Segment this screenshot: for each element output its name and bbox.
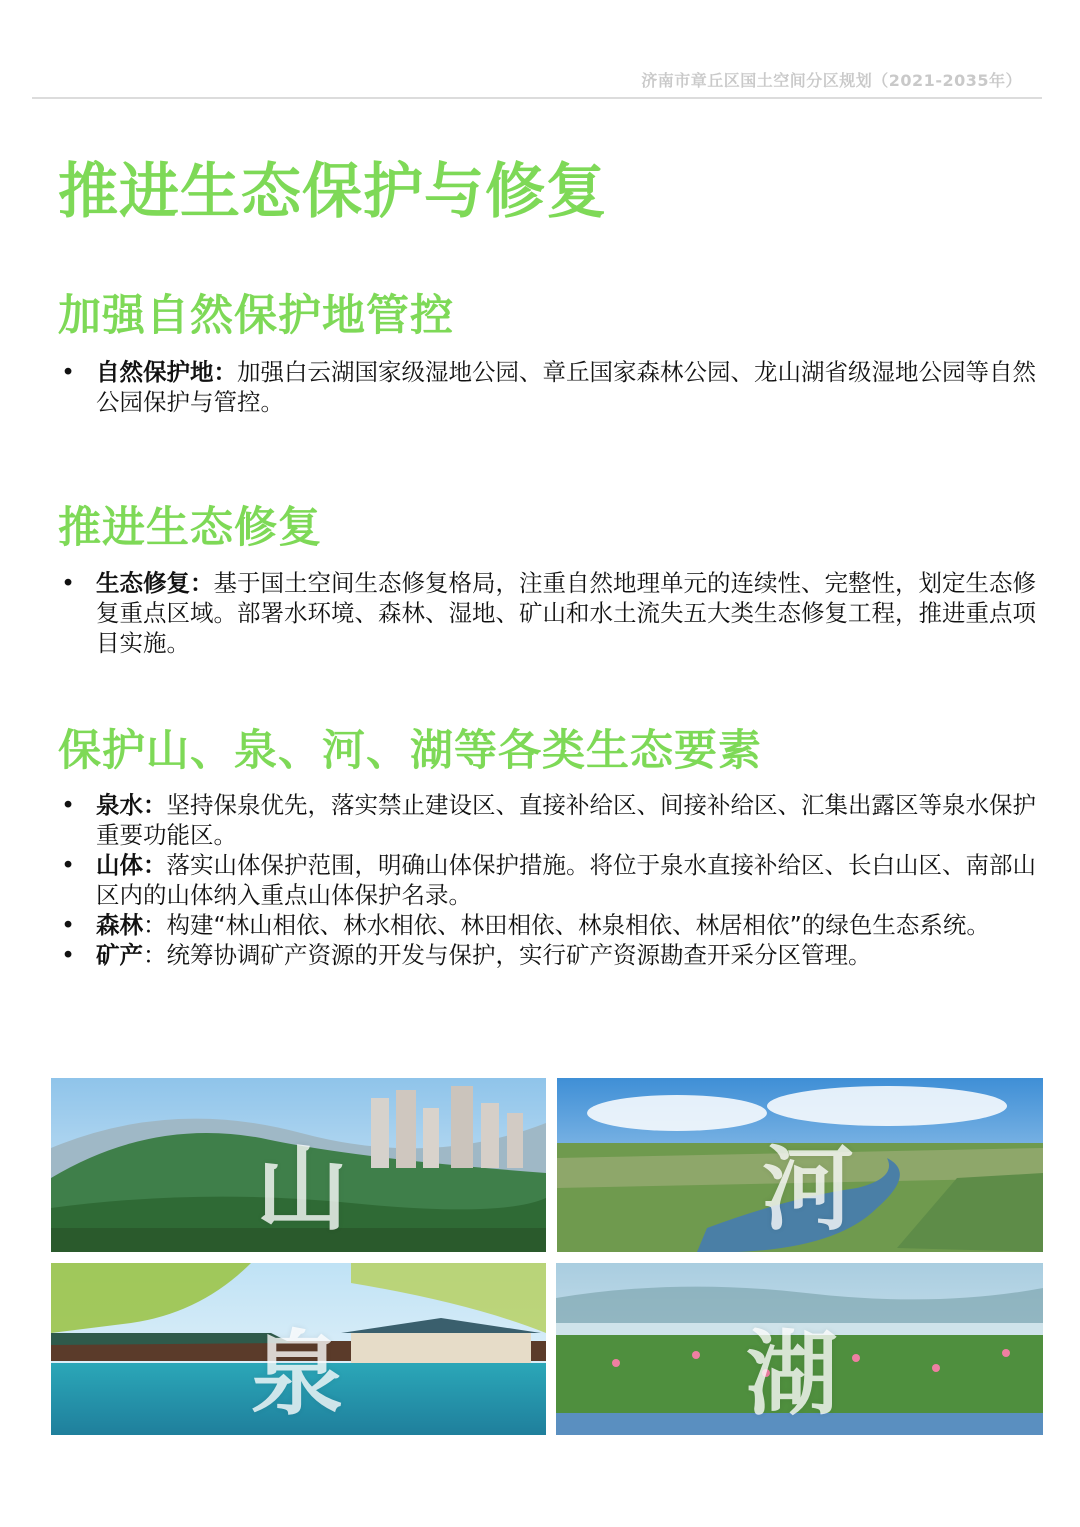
list-item <box>58 790 1038 850</box>
bullet-term: 山体： <box>96 851 167 879</box>
photo-lake <box>556 1263 1043 1435</box>
bullet-term: 森林 <box>96 911 143 939</box>
bullet-dot-icon: • <box>61 911 75 939</box>
bullet-text: ：统筹协调矿产资源的开发与保护，实行矿产资源勘查开采分区管理。 <box>143 941 872 969</box>
photo-label-spring: 泉 <box>251 1321 344 1428</box>
bullet-dot-icon: • <box>61 851 75 879</box>
bullet-dot-icon: • <box>61 941 75 969</box>
bullet-dot-icon: • <box>61 791 75 819</box>
bullet-term: 自然保护地： <box>96 358 237 386</box>
bullet-text: 落实山体保护范围，明确山体保护措施。将位于泉水直接补给区、长白山区、南部山区内的山体纳入重点山体保护名录。 <box>96 851 1036 909</box>
header-divider <box>32 97 1042 99</box>
list-item <box>58 940 1038 970</box>
bullet-text: 坚持保泉优先，落实禁止建设区、直接补给区、间接补给区、汇集出露区等泉水保护重要功能区。 <box>96 791 1036 849</box>
bullet-text: 基于国土空间生态修复格局，注重自然地理单元的连续性、完整性，划定生态修复重点区域。部署水环境、森林、湿地、矿山和水土流失五大类生态修复工程，推进重点项目实施。 <box>96 569 1036 657</box>
photo-label-river: 河 <box>762 1136 855 1243</box>
photo-mountain <box>51 1078 546 1252</box>
bullet-text: 加强白云湖国家级湿地公园、章丘国家森林公园、龙山湖省级湿地公园等自然公园保护与管控。 <box>96 358 1036 416</box>
header-title: 济南市章丘区国土空间分区规划（2021-2035年） <box>641 71 1022 90</box>
list-item <box>58 357 1038 417</box>
list-item <box>58 850 1038 910</box>
section-title-eco-elements: 保护山、泉、河、湖等各类生态要素 <box>58 726 762 776</box>
bullet-list-eco-restoration <box>58 568 1038 658</box>
bullet-list-eco-elements <box>58 790 1038 970</box>
bullet-term: 矿产 <box>96 941 143 969</box>
section-title-nature-reserve: 加强自然保护地管控 <box>58 291 454 341</box>
bullet-dot-icon: • <box>61 569 75 597</box>
page-title: 推进生态保护与修复 <box>58 157 607 227</box>
section-title-eco-restoration: 推进生态修复 <box>58 503 322 553</box>
bullet-term: 泉水： <box>96 791 167 819</box>
bullet-list-nature-reserve <box>58 357 1038 417</box>
list-item <box>58 568 1038 658</box>
list-item <box>58 910 1038 940</box>
photo-river <box>557 1078 1043 1252</box>
bullet-dot-icon: • <box>61 358 75 386</box>
photo-label-lake: 湖 <box>746 1321 839 1428</box>
photo-label-mountain: 山 <box>256 1136 349 1243</box>
bullet-text: ：构建“林山相依、林水相依、林田相依、林泉相依、林居相依”的绿色生态系统。 <box>143 911 990 939</box>
photo-spring <box>51 1263 546 1435</box>
bullet-term: 生态修复： <box>96 569 214 597</box>
